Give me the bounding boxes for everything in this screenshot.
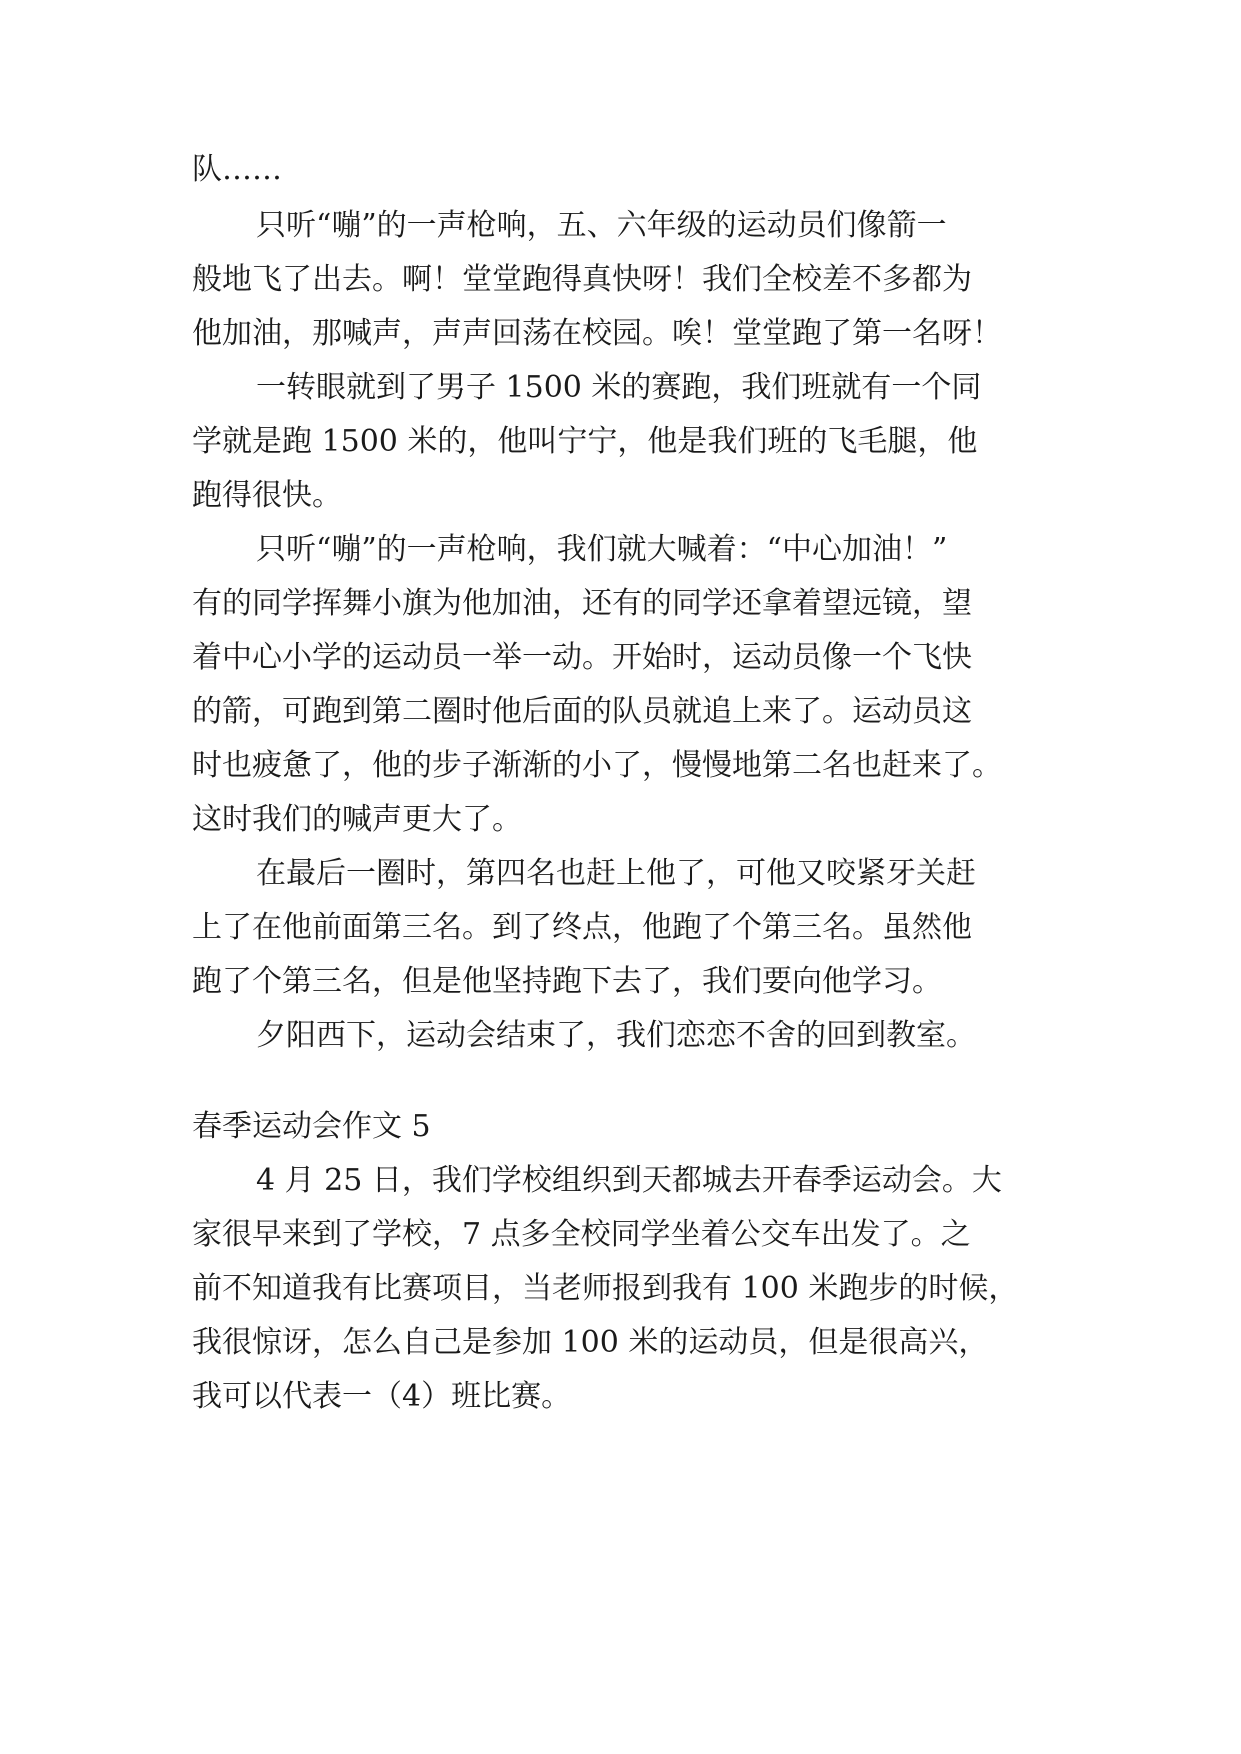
text-line: 时也疲惫了，他的步子渐渐的小了，慢慢地第二名也赶来了。 <box>192 748 1002 783</box>
text-line: 着中心小学的运动员一举一动。开始时，运动员像一个飞快 <box>192 640 972 675</box>
paragraph-start-line: 一转眼就到了男子 1500 米的赛跑，我们班就有一个同 <box>256 370 982 405</box>
section-heading: 春季运动会作文 5 <box>192 1109 431 1144</box>
text-line: 跑得很快。 <box>192 478 342 513</box>
paragraph-start-line: 在最后一圈时，第四名也赶上他了，可他又咬紧牙关赶 <box>256 856 976 891</box>
text-line: 般地飞了出去。啊！堂堂跑得真快呀！我们全校差不多都为 <box>192 262 972 297</box>
paragraph-start-line: 4 月 25 日，我们学校组织到天都城去开春季运动会。大 <box>256 1163 1002 1198</box>
text-line: 上了在他前面第三名。到了终点，他跑了个第三名。虽然他 <box>192 910 972 945</box>
paragraph-start-line: 只听“嘣”的一声枪响，五、六年级的运动员们像箭一 <box>256 208 947 243</box>
text-line: 我可以代表一（4）班比赛。 <box>192 1379 572 1414</box>
text-line: 他加油，那喊声，声声回荡在校园。唉！堂堂跑了第一名呀！ <box>192 316 1002 351</box>
text-line: 学就是跑 1500 米的，他叫宁宁，他是我们班的飞毛腿，他 <box>192 424 978 459</box>
text-line: 前不知道我有比赛项目，当老师报到我有 100 米跑步的时候， <box>192 1271 1019 1306</box>
text-line: 家很早来到了学校，7 点多全校同学坐着公交车出发了。之 <box>192 1217 971 1252</box>
text-line: 队…… <box>192 152 282 187</box>
text-line: 这时我们的喊声更大了。 <box>192 802 522 837</box>
paragraph-start-line: 只听“嘣”的一声枪响，我们就大喊着：“中心加油！” <box>256 532 948 567</box>
text-line: 跑了个第三名，但是他坚持跑下去了，我们要向他学习。 <box>192 964 942 999</box>
text-line: 我很惊讶，怎么自己是参加 100 米的运动员，但是很高兴， <box>192 1325 989 1360</box>
paragraph-start-line: 夕阳西下，运动会结束了，我们恋恋不舍的回到教室。 <box>256 1018 976 1053</box>
text-line: 的箭，可跑到第二圈时他后面的队员就追上来了。运动员这 <box>192 694 972 729</box>
text-line: 有的同学挥舞小旗为他加油，还有的同学还拿着望远镜，望 <box>192 586 972 621</box>
